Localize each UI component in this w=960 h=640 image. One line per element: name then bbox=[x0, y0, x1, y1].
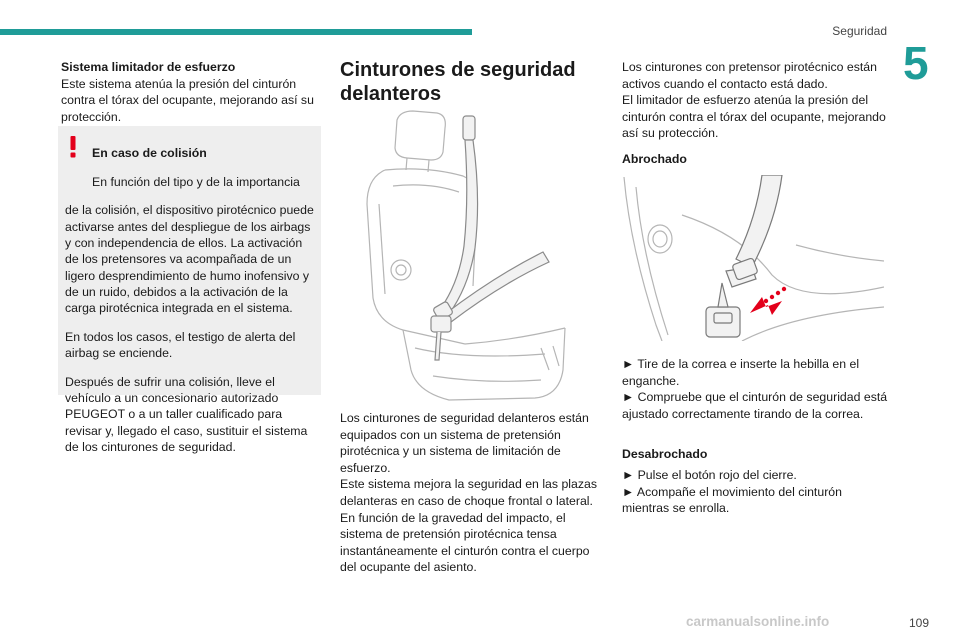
fasten-steps bbox=[622, 356, 892, 422]
note-text bbox=[65, 133, 315, 468]
note-title: En caso de colisión bbox=[92, 146, 207, 161]
buckle-illustration bbox=[622, 175, 884, 341]
front-belts-text-3: En función de la gravedad del impacto, el sistema de pretensión pirotécnica tensa instantáneamente el cinturón contra el cuerpo del ocupante del asiento. bbox=[340, 510, 590, 575]
page-number: 109 bbox=[908, 616, 929, 630]
fasten-step-2: ► Compruebe que el cinturón de seguridad está ajustado correctamente tirando de la correa. bbox=[622, 390, 888, 421]
unfasten-step-1: ► Pulse el botón rojo del cierre. bbox=[622, 468, 797, 482]
unfasten-step-2: ► Acompañe el movimiento del cinturón mientras se enrolla. bbox=[622, 484, 842, 516]
limiter-heading: Sistema limitador de esfuerzo bbox=[61, 60, 236, 74]
section-title: Seguridad bbox=[832, 24, 887, 38]
watermark: carmanualsonline.info bbox=[686, 614, 830, 629]
note-first-line: En función del tipo y de la importancia bbox=[92, 174, 300, 189]
limiter-text: Este sistema atenúa la presión del cinturón contra el tórax del ocupante, mejorando así su protección. bbox=[61, 76, 314, 124]
unfasten-heading: Desabrochado bbox=[622, 447, 708, 461]
note-body-1: de la colisión, el dispositivo pirotécnico puede activarse antes del despliegue de los airbags y con independencia de ellos. La activación de los pretensores va acompañada de un ligero desprendimiento de humo inofensivo y de un ruido, debidos a la activación de la carga pirotécnica integrada en el sistema. bbox=[65, 203, 314, 316]
column-2-text bbox=[340, 410, 602, 576]
column-2 bbox=[340, 58, 602, 106]
note-body-2: En todos los casos, el testigo de alerta del airbag se enciende. bbox=[65, 329, 296, 361]
seat-belt-illustration bbox=[345, 108, 590, 406]
column-1 bbox=[61, 59, 321, 125]
fasten-step-1: ► Tire de la correa e inserte la hebilla en el enganche. bbox=[622, 357, 860, 388]
chapter-number: 5 bbox=[903, 37, 929, 89]
column-3 bbox=[622, 59, 892, 142]
front-belts-text-2: Este sistema mejora la seguridad en las plazas delanteras en caso de choque frontal o lateral. bbox=[340, 477, 597, 508]
header-accent-bar bbox=[0, 29, 472, 35]
limiter-text-2: El limitador de esfuerzo atenúa la presión del cinturón contra el tórax del ocupante, mejorando así su protección. bbox=[622, 93, 886, 141]
page-title: Cinturones de seguridad delanteros bbox=[340, 59, 576, 105]
note-body-3: Después de sufrir una colisión, lleve el vehículo a un concesionario autorizado PEUGEOT o a un taller cualificado para revisar y, llegado el caso, sustituir el sistema de los cinturones de seguridad. bbox=[65, 374, 308, 454]
unfasten-steps bbox=[622, 467, 892, 517]
fasten-heading: Abrochado bbox=[622, 152, 687, 166]
pretensioner-text: Los cinturones con pretensor pirotécnico están activos cuando el contacto está dado. bbox=[622, 60, 877, 91]
collision-note bbox=[58, 126, 321, 454]
front-belts-text-1: Los cinturones de seguridad delanteros están equipados con un sistema de pretensión pirotécnica y un sistema de limitación de esfuerzo. bbox=[340, 411, 589, 475]
